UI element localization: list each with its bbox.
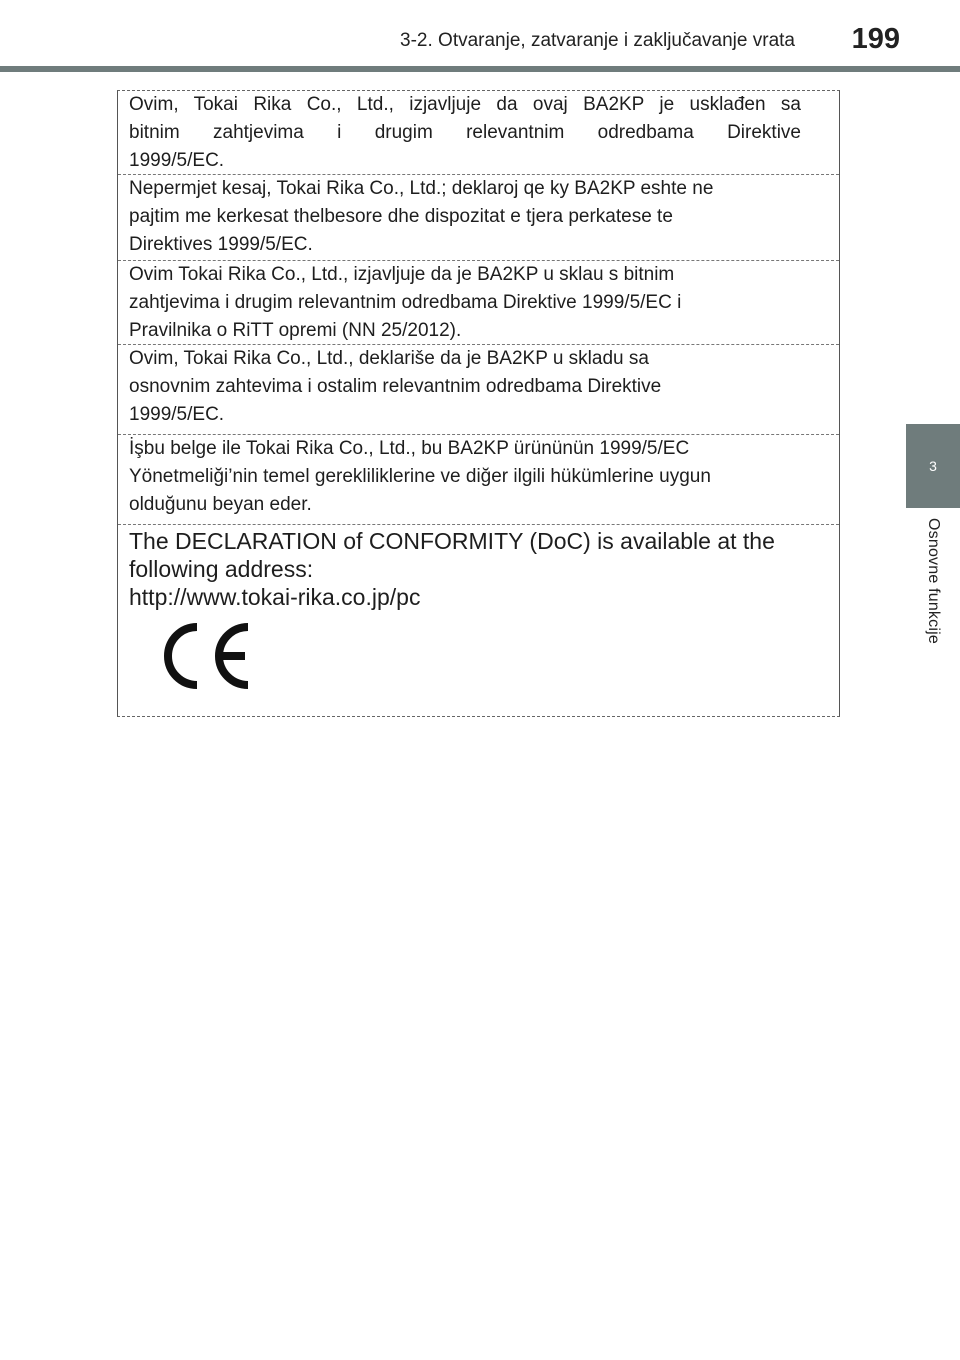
declaration-line: pajtim me kerkesat thelbesore dhe dispozitat e tjera perkatese te xyxy=(129,206,673,227)
declaration-croatian xyxy=(118,91,839,175)
declaration-line: bitnim zahtjevima i drugim relevantnim odredbama Direktive xyxy=(129,122,801,143)
declaration-line: Pravilnika o RiTT opremi (NN 25/2012). xyxy=(129,320,462,341)
declaration-line: Ovim, Tokai Rika Co., Ltd., izjavljuje da ovaj BA2KP je usklađen sa xyxy=(129,94,801,115)
declaration-turkish xyxy=(118,435,839,525)
declaration-albanian xyxy=(118,175,839,261)
declaration-english xyxy=(118,525,839,717)
declaration-serbian xyxy=(118,345,839,435)
header-rule xyxy=(0,66,960,72)
declaration-line: 1999/5/EC. xyxy=(129,404,225,425)
chapter-label xyxy=(906,518,960,678)
declaration-line: Ovim, Tokai Rika Co., Ltd., deklariše da je BA2KP u skladu sa xyxy=(129,348,649,369)
declaration-croatian-2 xyxy=(118,261,839,345)
ce-mark-icon xyxy=(157,621,257,691)
declaration-box xyxy=(117,90,840,717)
declaration-line: Direktives 1999/5/EC. xyxy=(129,234,313,255)
declaration-line: The DECLARATION of CONFORMITY (DoC) is available at the xyxy=(129,528,775,554)
chapter-label-text: Osnovne funkcije xyxy=(925,518,942,644)
declaration-line: osnovnim zahtevima i ostalim relevantnim odredbama Direktive xyxy=(129,376,662,397)
declaration-line: İşbu belge ile Tokai Rika Co., Ltd., bu BA2KP ürününün 1999/5/EC xyxy=(129,438,690,459)
declaration-line: zahtjevima i drugim relevantnim odredbama Direktive 1999/5/EC i xyxy=(129,292,682,313)
page-number: 199 xyxy=(851,23,900,55)
declaration-url: http://www.tokai-rika.co.jp/pc xyxy=(129,584,421,610)
declaration-line: Yönetmeliği’nin temel gerekliliklerine ve diğer ilgili hükümlerine uygun xyxy=(129,466,711,487)
declaration-line: Nepermjet kesaj, Tokai Rika Co., Ltd.; deklaroj qe ky BA2KP eshte ne xyxy=(129,178,714,199)
declaration-line: 1999/5/EC. xyxy=(129,150,225,171)
section-title: 3-2. Otvaranje, zatvaranje i zaključavanje vrata xyxy=(400,30,795,51)
ce-mark-c xyxy=(168,627,197,685)
declaration-line: olduğunu beyan eder. xyxy=(129,494,312,515)
declaration-line: following address: xyxy=(129,556,314,582)
chapter-tab[interactable] xyxy=(906,424,960,508)
declaration-line: Ovim Tokai Rika Co., Ltd., izjavljuje da je BA2KP u sklau s bitnim xyxy=(129,264,675,285)
chapter-number: 3 xyxy=(929,458,937,474)
